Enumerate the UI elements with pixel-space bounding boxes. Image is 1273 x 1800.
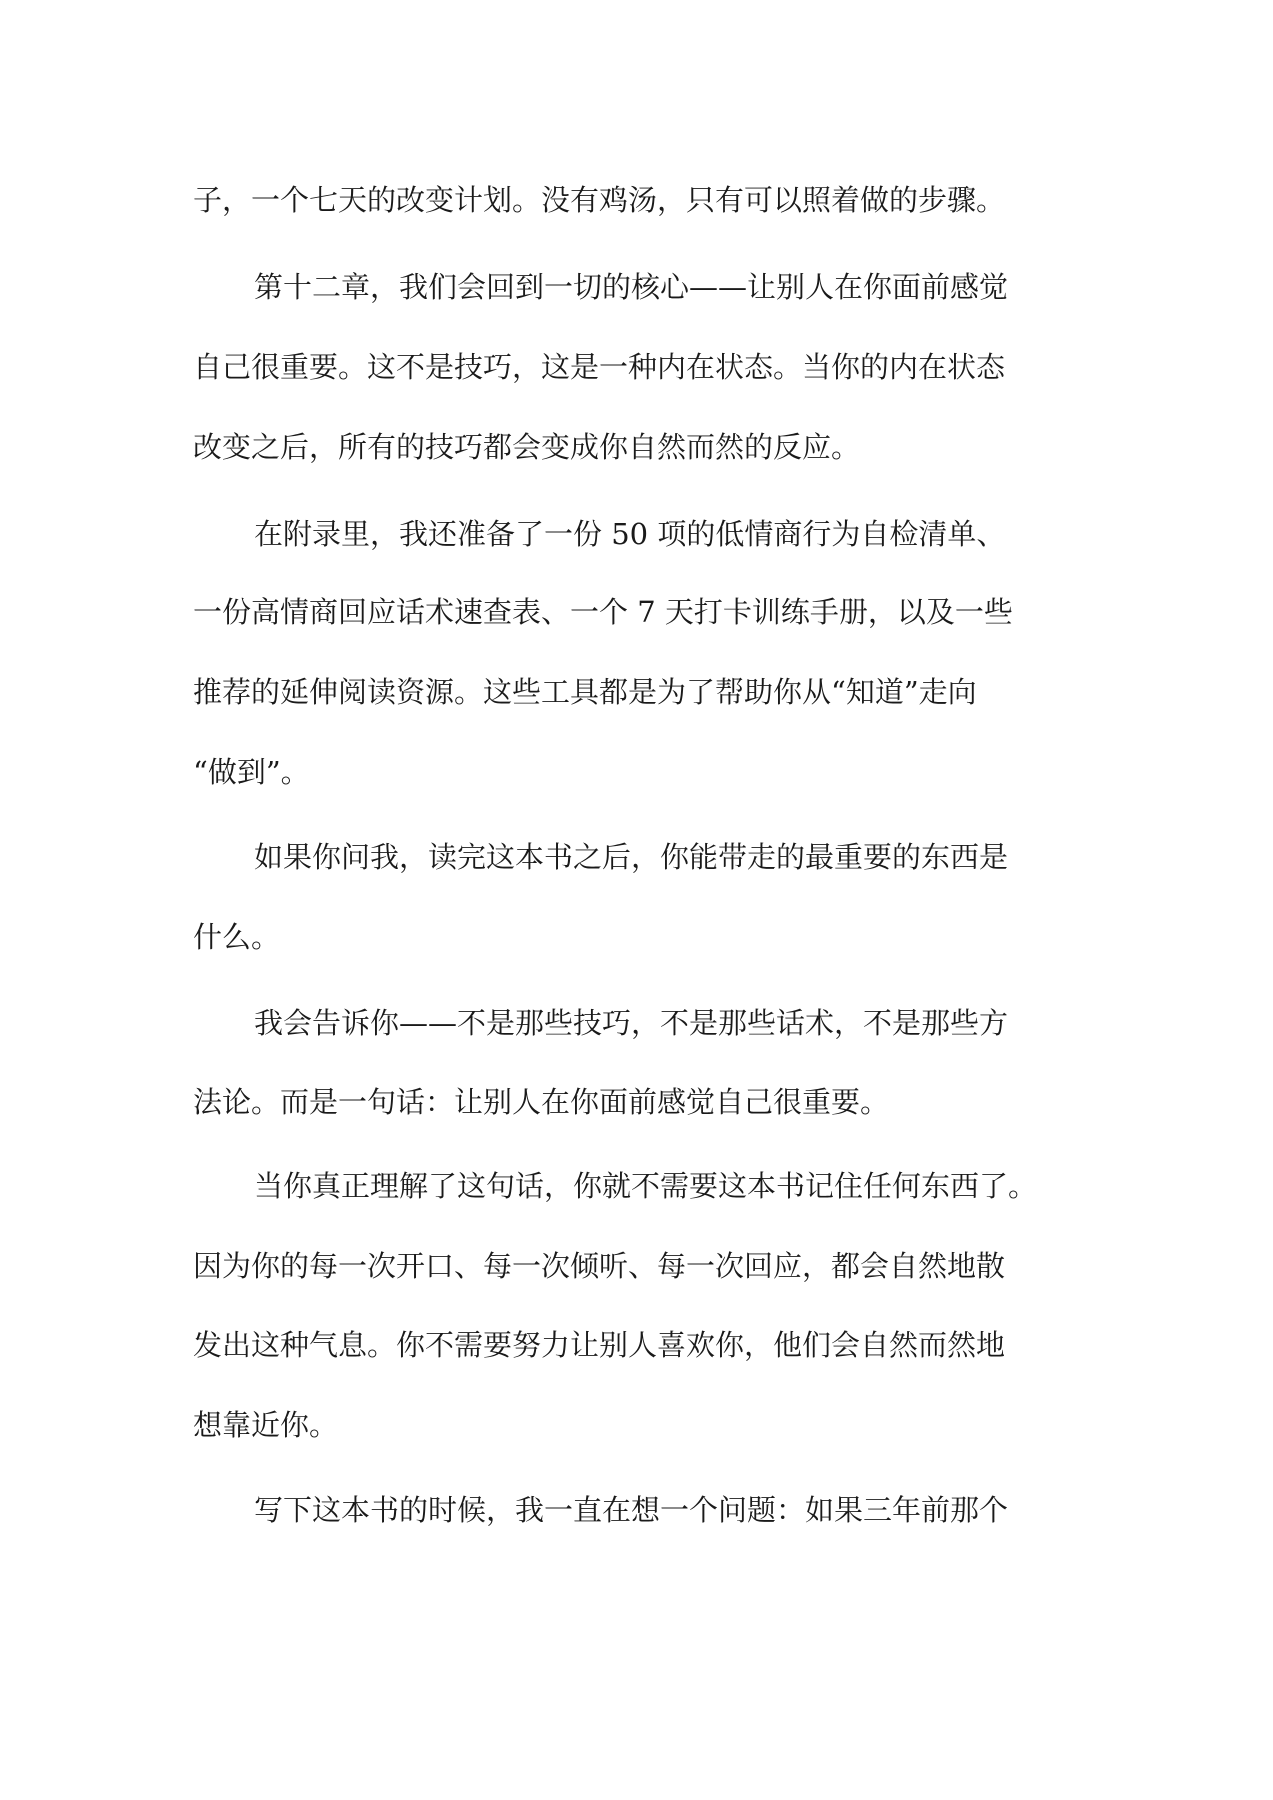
text-line: 推荐的延伸阅读资源。这些工具都是为了帮助你从“知道”走向	[193, 675, 977, 709]
paragraph-first-line: 写下这本书的时候，我一直在想一个问题：如果三年前那个	[254, 1493, 1009, 1527]
text-line: 想靠近你。	[193, 1408, 339, 1442]
paragraph-first-line: 我会告诉你——不是那些技巧，不是那些话术，不是那些方	[254, 1006, 1009, 1040]
text-line: 子，一个七天的改变计划。没有鸡汤，只有可以照着做的步骤。	[193, 183, 1006, 217]
paragraph-first-line: 第十二章，我们会回到一切的核心——让别人在你面前感觉	[254, 270, 1009, 304]
text-line: 法论。而是一句话：让别人在你面前感觉自己很重要。	[193, 1085, 890, 1119]
text-line: 因为你的每一次开口、每一次倾听、每一次回应，都会自然地散	[193, 1249, 1006, 1283]
text-line: 一份高情商回应话术速查表、一个 7 天打卡训练手册，以及一些	[193, 595, 1013, 629]
text-line: 自己很重要。这不是技巧，这是一种内在状态。当你的内在状态	[193, 350, 1006, 384]
paragraph-first-line: 当你真正理解了这句话，你就不需要这本书记住任何东西了。	[254, 1169, 1038, 1203]
paragraph-first-line: 如果你问我，读完这本书之后，你能带走的最重要的东西是	[254, 840, 1009, 874]
text-line: “做到”。	[193, 755, 310, 789]
text-line: 什么。	[193, 920, 281, 954]
text-line: 改变之后，所有的技巧都会变成你自然而然的反应。	[193, 430, 861, 464]
paragraph-first-line: 在附录里，我还准备了一份 50 项的低情商行为自检清单、	[254, 517, 1006, 551]
text-line: 发出这种气息。你不需要努力让别人喜欢你，他们会自然而然地	[193, 1328, 1006, 1362]
